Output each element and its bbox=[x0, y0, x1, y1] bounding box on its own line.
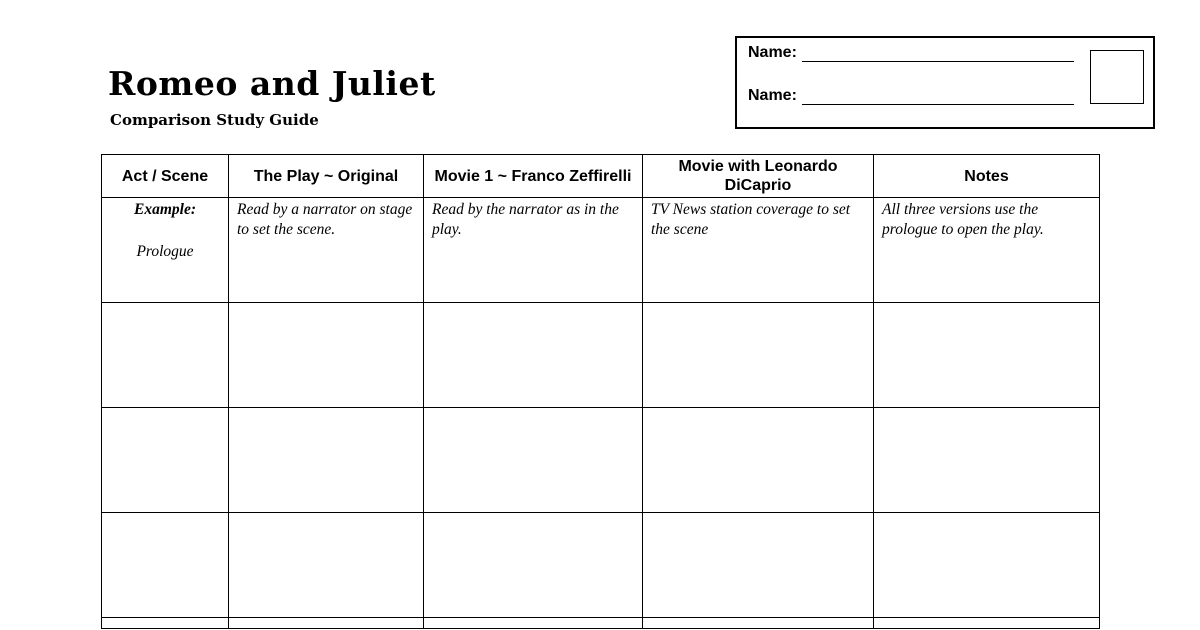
name-field-2[interactable] bbox=[802, 88, 1074, 105]
blank-cell[interactable] bbox=[874, 408, 1100, 513]
blank-cell[interactable] bbox=[424, 408, 643, 513]
blank-cell[interactable] bbox=[229, 303, 424, 408]
document-title: Romeo and Juliet bbox=[108, 64, 436, 103]
act-scene-cell bbox=[102, 198, 229, 303]
header-movie-dicaprio: Movie with Leonardo DiCaprio bbox=[643, 155, 874, 198]
table-row bbox=[102, 408, 1100, 513]
blank-cell[interactable] bbox=[643, 618, 874, 629]
header-act-scene: Act / Scene bbox=[102, 155, 229, 198]
blank-cell[interactable] bbox=[643, 303, 874, 408]
notes-text: All three versions use the prologue to open the play. bbox=[882, 201, 1044, 238]
name-box bbox=[735, 36, 1155, 129]
comparison-table bbox=[101, 154, 1100, 629]
play-text: Read by a narrator on stage to set the scene. bbox=[237, 201, 413, 238]
document-subtitle: Comparison Study Guide bbox=[110, 111, 319, 129]
blank-cell[interactable] bbox=[874, 303, 1100, 408]
header-notes: Notes bbox=[874, 155, 1100, 198]
movie1-cell bbox=[424, 198, 643, 303]
blank-cell[interactable] bbox=[102, 303, 229, 408]
name-row-1 bbox=[748, 44, 1074, 62]
name-label-1: Name: bbox=[748, 44, 797, 61]
name-field-1[interactable] bbox=[802, 45, 1074, 62]
blank-cell[interactable] bbox=[229, 618, 424, 629]
example-label: Example: bbox=[134, 201, 196, 218]
header-movie-zeffirelli: Movie 1 ~ Franco Zeffirelli bbox=[424, 155, 643, 198]
header-play-original: The Play ~ Original bbox=[229, 155, 424, 198]
name-row-2 bbox=[748, 87, 1074, 105]
movie2-text: TV News station coverage to set the scene bbox=[651, 201, 851, 238]
movie1-text: Read by the narrator as in the play. bbox=[432, 201, 619, 238]
play-cell bbox=[229, 198, 424, 303]
blank-cell[interactable] bbox=[229, 513, 424, 618]
score-box[interactable] bbox=[1090, 50, 1144, 104]
blank-cell[interactable] bbox=[424, 303, 643, 408]
blank-cell[interactable] bbox=[229, 408, 424, 513]
name-label-2: Name: bbox=[748, 87, 797, 104]
blank-cell[interactable] bbox=[424, 618, 643, 629]
blank-cell[interactable] bbox=[874, 513, 1100, 618]
table-header-row bbox=[102, 155, 1100, 198]
blank-cell[interactable] bbox=[643, 408, 874, 513]
blank-cell[interactable] bbox=[102, 513, 229, 618]
example-scene: Prologue bbox=[136, 243, 194, 260]
table-row bbox=[102, 618, 1100, 629]
movie2-cell bbox=[643, 198, 874, 303]
table-row-example bbox=[102, 198, 1100, 303]
blank-cell[interactable] bbox=[102, 408, 229, 513]
blank-cell[interactable] bbox=[643, 513, 874, 618]
table-row bbox=[102, 303, 1100, 408]
table-row bbox=[102, 513, 1100, 618]
blank-cell[interactable] bbox=[102, 618, 229, 629]
blank-cell[interactable] bbox=[424, 513, 643, 618]
blank-cell[interactable] bbox=[874, 618, 1100, 629]
notes-cell bbox=[874, 198, 1100, 303]
